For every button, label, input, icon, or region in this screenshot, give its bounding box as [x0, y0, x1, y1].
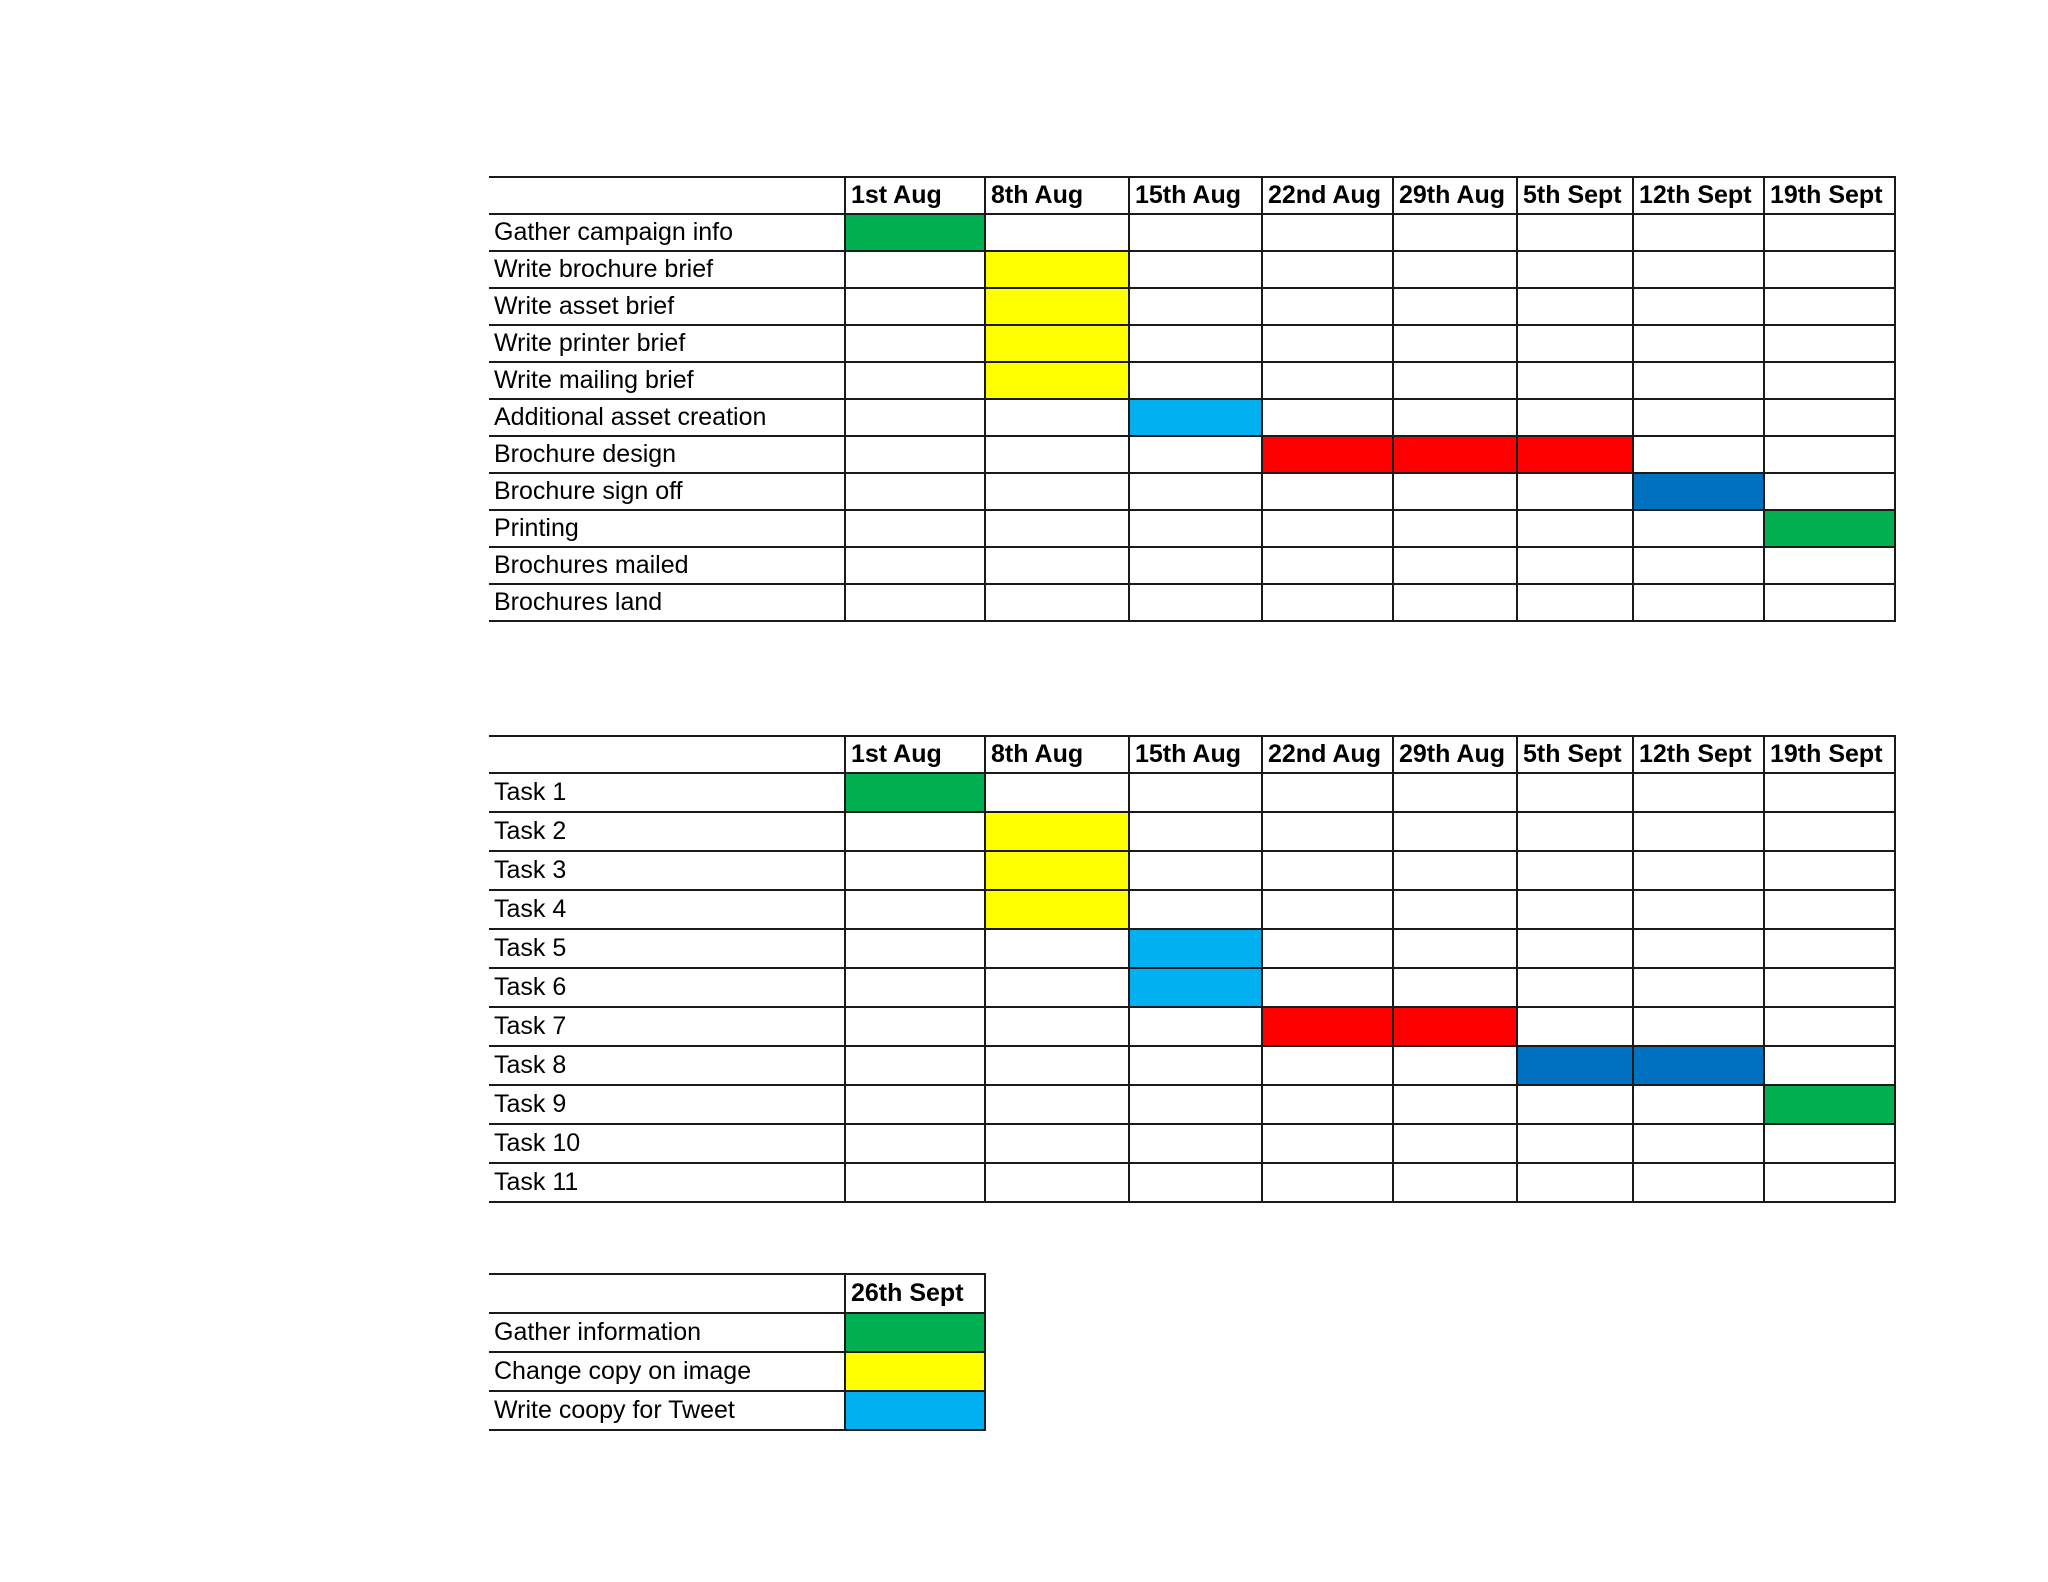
empty-cell [1517, 929, 1633, 968]
task-label: Task 3 [489, 851, 845, 890]
empty-cell [1262, 968, 1393, 1007]
task-row [489, 1007, 1895, 1046]
empty-cell [985, 968, 1129, 1007]
empty-cell [1129, 1046, 1262, 1085]
date-header-5th-sept: 5th Sept [1517, 177, 1633, 214]
empty-cell [1517, 1163, 1633, 1202]
empty-cell [1764, 399, 1895, 436]
task-row [489, 362, 1895, 399]
task-row [489, 251, 1895, 288]
date-header-12th-sept: 12th Sept [1633, 177, 1764, 214]
gantt-bar-light-blue [1129, 968, 1262, 1007]
gantt-bar-yellow [985, 251, 1129, 288]
gantt-bar-green [1764, 1085, 1895, 1124]
date-header-15th-aug: 15th Aug [1129, 177, 1262, 214]
header-row [489, 177, 1895, 214]
empty-cell [1764, 547, 1895, 584]
empty-cell [845, 288, 985, 325]
empty-cell [1393, 1085, 1517, 1124]
gantt-bar-green [845, 773, 985, 812]
empty-cell [985, 1007, 1129, 1046]
empty-cell [1393, 1124, 1517, 1163]
gantt-bar-yellow [985, 325, 1129, 362]
task-row [489, 436, 1895, 473]
header-corner-cell [489, 736, 845, 773]
empty-cell [845, 251, 985, 288]
empty-cell [1517, 890, 1633, 929]
date-header-8th-aug: 8th Aug [985, 177, 1129, 214]
empty-cell [1262, 325, 1393, 362]
empty-cell [1517, 473, 1633, 510]
gantt-bar-dark-blue [1633, 1046, 1764, 1085]
empty-cell [1517, 812, 1633, 851]
task-row [489, 1163, 1895, 1202]
empty-cell [1764, 288, 1895, 325]
empty-cell [985, 473, 1129, 510]
task-row [489, 773, 1895, 812]
header-corner-cell [489, 177, 845, 214]
empty-cell [1633, 812, 1764, 851]
task-label: Printing [489, 510, 845, 547]
date-header-19th-sept: 19th Sept [1764, 177, 1895, 214]
task-label: Gather campaign info [489, 214, 845, 251]
empty-cell [1262, 812, 1393, 851]
empty-cell [1129, 584, 1262, 621]
task-row [489, 851, 1895, 890]
gantt-bar-dark-blue [1517, 1046, 1633, 1085]
empty-cell [1517, 1085, 1633, 1124]
empty-cell [1129, 436, 1262, 473]
empty-cell [1262, 473, 1393, 510]
task-label: Task 9 [489, 1085, 845, 1124]
empty-cell [1393, 288, 1517, 325]
empty-cell [845, 890, 985, 929]
date-header-22nd-aug: 22nd Aug [1262, 177, 1393, 214]
empty-cell [1517, 547, 1633, 584]
date-header-26th-sept: 26th Sept [845, 1274, 985, 1313]
empty-cell [845, 584, 985, 621]
empty-cell [1764, 1163, 1895, 1202]
empty-cell [985, 214, 1129, 251]
date-header-12th-sept: 12th Sept [1633, 736, 1764, 773]
empty-cell [845, 362, 985, 399]
empty-cell [1262, 214, 1393, 251]
empty-cell [1764, 584, 1895, 621]
empty-cell [1517, 584, 1633, 621]
task-row [489, 1085, 1895, 1124]
task-row [489, 399, 1895, 436]
task-label: Brochures mailed [489, 547, 845, 584]
empty-cell [1633, 362, 1764, 399]
task-label: Write asset brief [489, 288, 845, 325]
empty-cell [1393, 890, 1517, 929]
gantt-table-main [489, 176, 1896, 622]
date-header-8th-aug: 8th Aug [985, 736, 1129, 773]
empty-cell [1517, 773, 1633, 812]
task-label: Task 2 [489, 812, 845, 851]
gantt-bar-red [1393, 436, 1517, 473]
empty-cell [1517, 851, 1633, 890]
task-label: Write coopy for Tweet [489, 1391, 845, 1430]
empty-cell [1764, 214, 1895, 251]
empty-cell [1393, 851, 1517, 890]
empty-cell [1393, 362, 1517, 399]
task-label: Gather information [489, 1313, 845, 1352]
empty-cell [845, 1124, 985, 1163]
empty-cell [1764, 436, 1895, 473]
empty-cell [1393, 1046, 1517, 1085]
header-corner-cell [489, 1274, 845, 1313]
empty-cell [1764, 1124, 1895, 1163]
empty-cell [1393, 510, 1517, 547]
empty-cell [985, 1046, 1129, 1085]
task-row [489, 1313, 985, 1352]
empty-cell [1129, 288, 1262, 325]
empty-cell [985, 773, 1129, 812]
task-row [489, 547, 1895, 584]
empty-cell [1129, 1007, 1262, 1046]
empty-cell [985, 399, 1129, 436]
task-row [489, 584, 1895, 621]
gantt-bar-red [1393, 1007, 1517, 1046]
gantt-bar-light-blue [1129, 399, 1262, 436]
gantt-bar-yellow [985, 851, 1129, 890]
task-label: Additional asset creation [489, 399, 845, 436]
empty-cell [985, 510, 1129, 547]
empty-cell [1262, 1124, 1393, 1163]
empty-cell [1393, 251, 1517, 288]
empty-cell [1262, 1046, 1393, 1085]
empty-cell [1262, 890, 1393, 929]
empty-cell [985, 584, 1129, 621]
empty-cell [1129, 547, 1262, 584]
empty-cell [1262, 773, 1393, 812]
empty-cell [1633, 890, 1764, 929]
empty-cell [985, 929, 1129, 968]
gantt-bar-yellow [985, 890, 1129, 929]
empty-cell [1262, 584, 1393, 621]
empty-cell [1764, 773, 1895, 812]
empty-cell [1393, 929, 1517, 968]
empty-cell [1129, 473, 1262, 510]
empty-cell [1633, 968, 1764, 1007]
empty-cell [1393, 968, 1517, 1007]
empty-cell [845, 1085, 985, 1124]
empty-cell [1633, 584, 1764, 621]
empty-cell [1129, 773, 1262, 812]
empty-cell [1633, 1085, 1764, 1124]
empty-cell [1393, 325, 1517, 362]
empty-cell [1262, 399, 1393, 436]
gantt-bar-yellow [985, 288, 1129, 325]
empty-cell [1393, 214, 1517, 251]
empty-cell [1633, 929, 1764, 968]
empty-cell [1517, 325, 1633, 362]
empty-cell [1262, 1163, 1393, 1202]
task-row [489, 288, 1895, 325]
empty-cell [1633, 1007, 1764, 1046]
empty-cell [985, 1163, 1129, 1202]
gantt-table-mini [489, 1273, 986, 1431]
gantt-bar-light-blue [1129, 929, 1262, 968]
empty-cell [1764, 473, 1895, 510]
task-row [489, 510, 1895, 547]
gantt-tasks-body [489, 736, 1895, 1202]
task-row [489, 1124, 1895, 1163]
gantt-mini-body [489, 1274, 985, 1430]
empty-cell [845, 399, 985, 436]
empty-cell [1129, 851, 1262, 890]
empty-cell [1262, 929, 1393, 968]
empty-cell [1517, 968, 1633, 1007]
empty-cell [845, 436, 985, 473]
empty-cell [1764, 251, 1895, 288]
empty-cell [1633, 436, 1764, 473]
task-row [489, 929, 1895, 968]
empty-cell [985, 436, 1129, 473]
empty-cell [1764, 362, 1895, 399]
empty-cell [845, 325, 985, 362]
empty-cell [1129, 510, 1262, 547]
gantt-bar-yellow [845, 1352, 985, 1391]
task-label: Task 5 [489, 929, 845, 968]
gantt-bar-light-blue [845, 1391, 985, 1430]
header-row [489, 1274, 985, 1313]
empty-cell [1633, 325, 1764, 362]
empty-cell [1633, 399, 1764, 436]
task-label: Write brochure brief [489, 251, 845, 288]
date-header-1st-aug: 1st Aug [845, 736, 985, 773]
empty-cell [1129, 1085, 1262, 1124]
empty-cell [845, 1046, 985, 1085]
empty-cell [1764, 1007, 1895, 1046]
empty-cell [985, 1124, 1129, 1163]
date-header-15th-aug: 15th Aug [1129, 736, 1262, 773]
empty-cell [845, 510, 985, 547]
date-header-22nd-aug: 22nd Aug [1262, 736, 1393, 773]
gantt-bar-green [845, 1313, 985, 1352]
empty-cell [845, 547, 985, 584]
gantt-bar-green [1764, 510, 1895, 547]
empty-cell [1517, 399, 1633, 436]
task-row [489, 812, 1895, 851]
empty-cell [1393, 812, 1517, 851]
task-label: Task 8 [489, 1046, 845, 1085]
date-header-29th-aug: 29th Aug [1393, 177, 1517, 214]
header-row [489, 736, 1895, 773]
empty-cell [1393, 773, 1517, 812]
empty-cell [1262, 251, 1393, 288]
empty-cell [1764, 929, 1895, 968]
empty-cell [1129, 812, 1262, 851]
empty-cell [1393, 1163, 1517, 1202]
task-label: Brochures land [489, 584, 845, 621]
task-row [489, 1391, 985, 1430]
empty-cell [845, 968, 985, 1007]
task-row [489, 968, 1895, 1007]
date-header-29th-aug: 29th Aug [1393, 736, 1517, 773]
empty-cell [1764, 812, 1895, 851]
empty-cell [1393, 399, 1517, 436]
empty-cell [1262, 510, 1393, 547]
empty-cell [1764, 968, 1895, 1007]
empty-cell [1633, 251, 1764, 288]
date-header-1st-aug: 1st Aug [845, 177, 985, 214]
empty-cell [1262, 362, 1393, 399]
empty-cell [1633, 1163, 1764, 1202]
task-label: Task 7 [489, 1007, 845, 1046]
task-row [489, 214, 1895, 251]
empty-cell [1262, 288, 1393, 325]
gantt-main-body [489, 177, 1895, 621]
empty-cell [1633, 851, 1764, 890]
empty-cell [985, 547, 1129, 584]
task-label: Task 6 [489, 968, 845, 1007]
empty-cell [1633, 214, 1764, 251]
empty-cell [1129, 890, 1262, 929]
task-row [489, 325, 1895, 362]
empty-cell [985, 1085, 1129, 1124]
task-label: Write printer brief [489, 325, 845, 362]
empty-cell [1764, 851, 1895, 890]
empty-cell [1129, 1163, 1262, 1202]
empty-cell [1764, 1046, 1895, 1085]
date-header-19th-sept: 19th Sept [1764, 736, 1895, 773]
task-row [489, 473, 1895, 510]
empty-cell [845, 1007, 985, 1046]
empty-cell [845, 1163, 985, 1202]
gantt-bar-red [1517, 436, 1633, 473]
task-row [489, 890, 1895, 929]
empty-cell [1764, 890, 1895, 929]
empty-cell [1129, 1124, 1262, 1163]
empty-cell [1393, 473, 1517, 510]
gantt-bar-green [845, 214, 985, 251]
empty-cell [1517, 510, 1633, 547]
gantt-bar-yellow [985, 362, 1129, 399]
empty-cell [1517, 1007, 1633, 1046]
empty-cell [845, 929, 985, 968]
empty-cell [1393, 584, 1517, 621]
date-header-5th-sept: 5th Sept [1517, 736, 1633, 773]
empty-cell [1262, 547, 1393, 584]
empty-cell [1633, 510, 1764, 547]
task-label: Task 11 [489, 1163, 845, 1202]
gantt-bar-yellow [985, 812, 1129, 851]
empty-cell [1633, 547, 1764, 584]
empty-cell [1633, 288, 1764, 325]
empty-cell [1764, 325, 1895, 362]
gantt-bar-red [1262, 436, 1393, 473]
empty-cell [1633, 1124, 1764, 1163]
empty-cell [1262, 851, 1393, 890]
empty-cell [845, 851, 985, 890]
gantt-table-tasks [489, 735, 1896, 1203]
empty-cell [1517, 251, 1633, 288]
task-row [489, 1046, 1895, 1085]
task-label: Write mailing brief [489, 362, 845, 399]
empty-cell [1129, 362, 1262, 399]
gantt-bar-red [1262, 1007, 1393, 1046]
empty-cell [1517, 214, 1633, 251]
task-label: Task 4 [489, 890, 845, 929]
empty-cell [1517, 1124, 1633, 1163]
empty-cell [845, 473, 985, 510]
empty-cell [1517, 288, 1633, 325]
empty-cell [1393, 547, 1517, 584]
task-label: Task 10 [489, 1124, 845, 1163]
empty-cell [1129, 251, 1262, 288]
task-label: Change copy on image [489, 1352, 845, 1391]
empty-cell [1262, 1085, 1393, 1124]
empty-cell [1633, 773, 1764, 812]
gantt-bar-dark-blue [1633, 473, 1764, 510]
task-row [489, 1352, 985, 1391]
empty-cell [1129, 214, 1262, 251]
task-label: Task 1 [489, 773, 845, 812]
empty-cell [845, 812, 985, 851]
empty-cell [1129, 325, 1262, 362]
task-label: Brochure sign off [489, 473, 845, 510]
empty-cell [1517, 362, 1633, 399]
task-label: Brochure design [489, 436, 845, 473]
